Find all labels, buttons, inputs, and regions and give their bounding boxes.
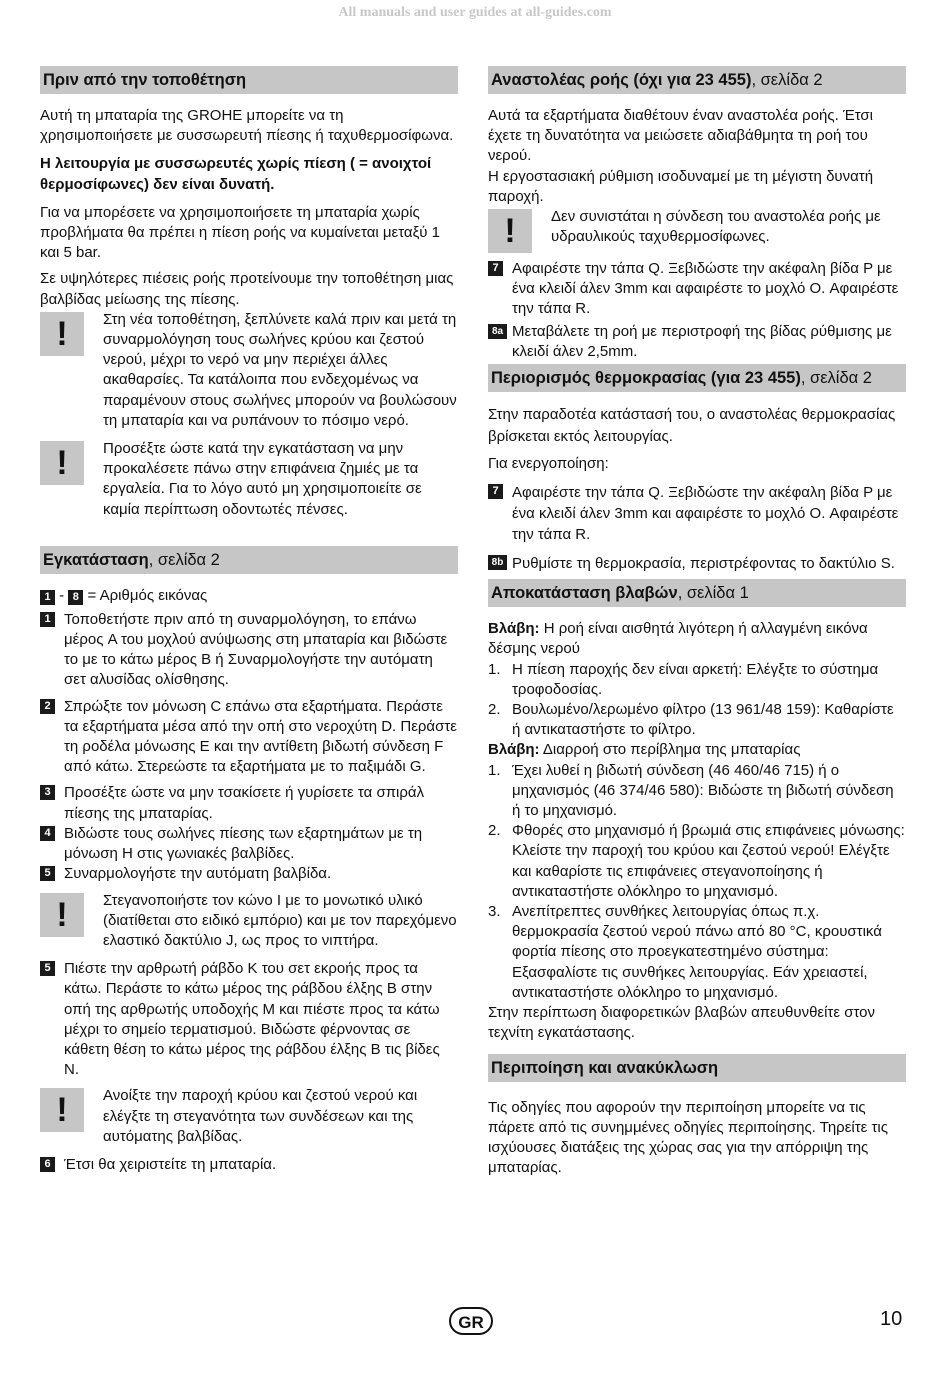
paragraph: Τις οδηγίες που αφορούν την περιποίηση μπορείτε να τις πάρετε από τις συνημμένες οδηγίες περιποίησης. Τηρείτε τις ισχύουσες διατάξεις της χώρας σας για την απόρριψη της μπαταρίας. [488,1098,888,1177]
paragraph: Στην περίπτωση διαφορετικών βλαβών απευθυνθείτε στον τεχνίτη εγκατάστασης. [488,1004,876,1042]
warning-note [40,310,458,431]
step-number: 6 [40,1157,55,1172]
install-step-5b: 5 Πιέστε την αρθρωτή ράβδο K του σετ εκροής προς τα κάτω. Περάστε το κάτω μέρος της ράβδου έλξης B στην οπή της αρθρωτής υποδοχής M και πιέστε προς τα κάτω μέχρι το σημείο τερματισμού. Βιδώστε φέρνοντας σε κάθετη θέση το κάτω μέρος της ράβδου έλξης B τις βίδες N. [40,959,458,1080]
section-heading-flow-limiter: Αναστολέας ροής (όχι για 23 455), σελίδα 2 [488,66,906,94]
install-step-4: 4 Βιδώστε τους σωλήνες πίεσης των εξαρτημάτων με τη μόνωση H στις γωνιακές βαλβίδες. [40,824,458,864]
step-number: 7 [488,484,503,499]
step-number: 7 [488,261,503,276]
flow-step-8a: 8a Μεταβάλετε τη ροή με περιστροφή της βίδας ρύθμισης με κλειδί άλεν 2,5mm. [488,322,906,362]
left-column [40,66,458,1181]
warning-note [40,439,458,520]
paragraph-bold: Η λειτουργία με συσσωρευτές χωρίς πίεση ( = ανοιχτοί θερμοσίφωνες) δεν είναι δυνατή. [40,155,432,193]
warning-icon: ! [40,1088,84,1132]
section-heading-before-install: Πριν από την τοποθέτηση [40,66,458,94]
warning-note [40,1086,458,1147]
warning-note [40,891,458,952]
warning-icon: ! [40,893,84,937]
install-step-3: 3 Προσέξτε ώστε να μην τσακίσετε ή γυρίσετε τα σπιράλ πίεσης της μπαταρίας. [40,783,458,823]
step-number: 8a [488,324,507,339]
warning-icon: ! [488,209,532,253]
paragraph: Για να μπορέσετε να χρησιμοποιήσετε τη μπαταρία χωρίς προβλήματα θα πρέπει η πίεση ροής να κυμαίνεται μεταξύ 1 και 5 bar. [40,203,441,262]
paragraph: Η εργοστασιακή ρύθμιση ισοδυναμεί με τη μέγιστη δυνατή παροχή. [488,167,874,205]
paragraph: Στην παραδοτέα κατάστασή του, ο αναστολέας θερμοκρασίας βρίσκεται εκτός λειτουργίας. [488,406,896,446]
list-item: 1. Έχει λυθεί η βιδωτή σύνδεση (46 460/46 715) ή ο μηχανισμός (46 374/46 580): Βιδώστε τη βιδωτή σύνδεση ή το μηχανισμό. [488,761,894,820]
step-number: 8b [488,555,507,570]
list-item: 2. Βουλωμένο/λερωμένο φίλτρο (13 961/48 159): Καθαρίστε ή αντικαταστήστε το φίλτρο. [488,701,894,739]
warning-text: Δεν συνιστάται η σύνδεση του αναστολέα ροής με υδραυλικούς ταχυθερμοσίφωνες. [551,208,881,246]
list-item: 1. Η πίεση παροχής δεν είναι αρκετή: Ελέγξτε το σύστημα τροφοδοσίας. [488,660,879,698]
section-heading-care-recycling: Περιποίηση και ανακύκλωση [488,1054,906,1082]
step-number: 1 [40,612,55,627]
warning-icon: ! [40,441,84,485]
fault-description: Βλάβη: Η ροή είναι αισθητά λιγότερη ή αλλαγμένη εικόνα δέσμης νερού [488,620,868,658]
flow-step-7: 7 Αφαιρέστε την τάπα Q. Ξεβιδώστε την ακέφαλη βίδα P με ένα κλειδί άλεν 3mm και αφαιρέστε το μοχλό O. Αφαιρέστε την τάπα R. [488,259,906,320]
section-heading-temperature-limit: Περιορισμός θερμοκρασίας (για 23 455), σελίδα 2 [488,364,906,392]
step-number: 4 [40,826,55,841]
warning-text: Προσέξτε ώστε κατά την εγκατάσταση να μην προκαλέσετε πάνω στην επιφάνεια ζημιές με τα εργαλεία. Για το λόγο αυτό μη χρησιμοποιείτε σε καμία περίπτωση οδοντωτές πένσες. [103,440,422,518]
paragraph: Αυτή τη μπαταρία της GROHE μπορείτε να τη χρησιμοποιήσετε με συσσωρευτή πίεσης ή ταχυθερμοσίφωνα. [40,107,454,145]
warning-text: Ανοίξτε την παροχή κρύου και ζεστού νερού και ελέγξτε τη στεγανότητα των συνδέσεων και της αυτόματης βαλβίδας. [103,1087,418,1145]
list-item: 3. Ανεπίτρεπτες συνθήκες λειτουργίας όπως π.χ. θερμοκρασία ζεστού νερού πάνω από 80 °C, κρουστικά φορτία πίεσης στο προεγκατεστημένο σύστημα: Εξασφαλίστε τις συνθήκες λειτουργίας. Εάν χρειαστεί, αντικαταστήστε ολόκληρο το μηχανισμό. [488,903,882,1001]
warning-icon: ! [40,312,84,356]
install-step-5a: 5 Συναρμολογήστε την αυτόματη βαλβίδα. [40,864,458,884]
warning-text: Στη νέα τοποθέτηση, ξεπλύνετε καλά πριν και μετά τη συναρμολόγηση τους σωλήνες κρύου και ζεστού νερού, μέχρι το νερό να μην περιέχει άλλες ακαθαρσίες. Τα κατάλοιπα που ενδεχομένως να παραμένουν στους σωλήνες μπορούν να βουλώσουν τη μπαταρία και να ρυπάνουν το πόσιμο νερό. [103,310,457,429]
step-number: 1 [40,590,55,605]
temp-step-7: 7 Αφαιρέστε την τάπα Q. Ξεβιδώστε την ακέφαλη βίδα P με ένα κλειδί άλεν 3mm και αφαιρέστε το μοχλό O. Αφαιρέστε την τάπα R. [488,482,906,545]
temp-step-8b: 8b Ρυθμίστε τη θερμοκρασία, περιστρέφοντας το δακτύλιο S. [488,553,906,575]
step-number: 3 [40,785,55,800]
install-step-6: 6 Έτσι θα χειριστείτε τη μπαταρία. [40,1155,458,1175]
warning-note [488,207,906,251]
right-column [488,66,906,1184]
paragraph: Σε υψηλότερες πιέσεις ροής προτείνουμε την τοποθέτηση μιας βαλβίδας μείωσης της πίεσης. [40,270,454,308]
step-number: 8 [68,590,83,605]
step-number: 2 [40,699,55,714]
step-number: 5 [40,866,55,881]
step-number: 5 [40,961,55,976]
warning-text: Στεγανοποιήστε τον κώνο I με το μονωτικό υλικό (διατίθεται στο ειδικό εμπόριο) και με τον παρεχόμενο ελαστικό δακτύλιο J, ως προς το νιπτήρα. [103,891,457,949]
fault-description: Βλάβη: Διαρροή στο περίβλημα της μπαταρίας [488,741,801,759]
install-step-2: 2 Σπρώξτε τον μόνωση C επάνω στα εξαρτήματα. Περάστε τα εξαρτήματα μέσα από την οπή στο νεροχύτη D. Περάστε τη ροδέλα μόνωσης E και την αντίθετη βιδωτή σύνδεση F από κάτω. Στερεώστε τα εξαρτήματα με το παξιμάδι G. [40,697,458,778]
watermark: All manuals and user guides at all-guides.com [338,5,612,20]
paragraph: Αυτά τα εξαρτήματα διαθέτουν έναν αναστολέα ροής. Έτσι έχετε τη δυνατότητα να μειώσετε αδιαβάθμητα τη ροή του νερού. [488,107,874,165]
country-badge: GR [449,1307,493,1335]
page-number: 10 [880,1308,903,1330]
install-step-1: 1 Τοποθετήστε πριν από τη συναρμολόγηση, το επάνω μέρος A του μοχλού ανύψωσης στη μπαταρία και βιδώστε το με το κάτω μέρος B ή Συναρμολογήστε την αυτόματη σετ αλυσίδας ολίσθησης. [40,610,458,691]
list-item: 2. Φθορές στο μηχανισμό ή βρωμιά στις επιφάνειες μόνωσης: Κλείστε την παροχή του κρύου και ζεστού νερού! Ελέγξτε και καθαρίστε τις επιφάνειες στεγανοποίησης ή αντικαταστήστε ολόκληρο το μηχανισμό. [488,822,905,900]
figure-legend: 1 - 8 = Αριθμός εικόνας [40,586,458,606]
section-heading-installation: Εγκατάσταση, σελίδα 2 [40,546,458,574]
section-heading-troubleshooting: Αποκατάσταση βλαβών, σελίδα 1 [488,579,906,607]
paragraph: Για ενεργοποίηση: [488,455,609,473]
